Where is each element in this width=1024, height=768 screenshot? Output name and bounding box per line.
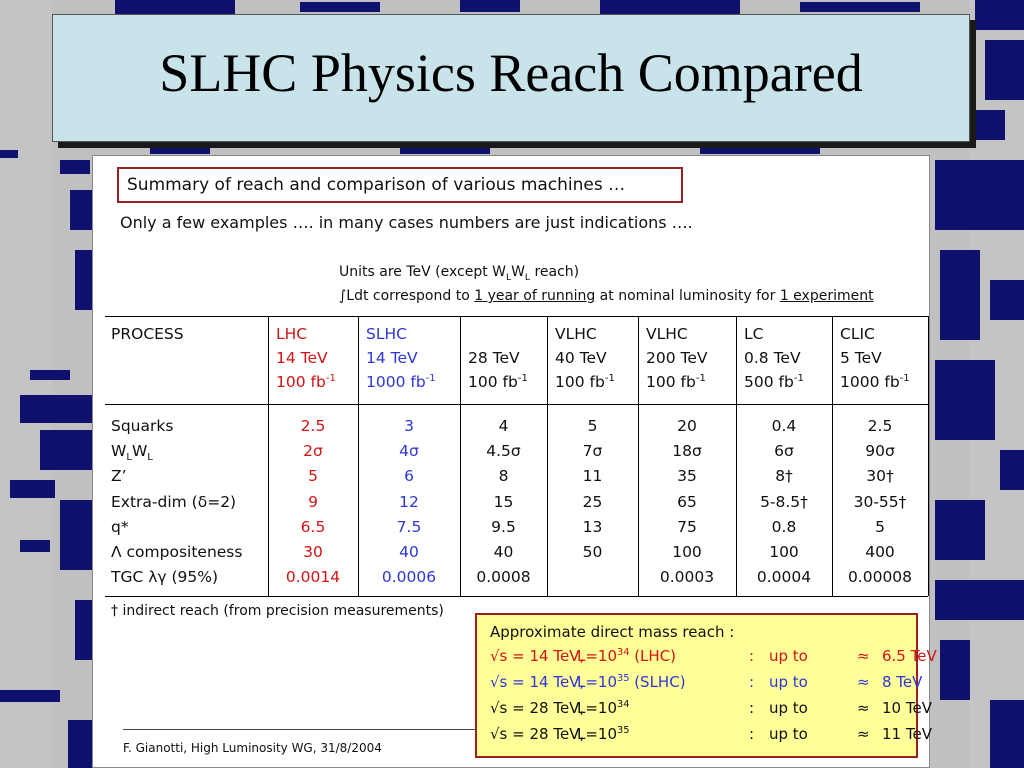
- table-cell: 5: [875, 517, 885, 536]
- table-cell: 4σ: [399, 442, 419, 461]
- column-luminosity: 100 $fb^{-1}$: [468, 372, 528, 391]
- row-label: q*: [111, 517, 129, 536]
- column-energy: 28 TeV: [468, 349, 520, 367]
- table-cell: 6σ: [774, 442, 794, 461]
- column-luminosity: 100 $fb^{-1}$: [555, 372, 615, 391]
- table-cell: 2.5: [300, 417, 326, 435]
- reach-upto: up to: [769, 699, 808, 717]
- table-bottom-rule: [105, 596, 928, 597]
- reach-upto: up to: [769, 725, 808, 743]
- reach-luminosity: $L=10^{34}$: [577, 699, 630, 717]
- table-cell: 400: [865, 543, 895, 561]
- row-label: Squarks: [111, 417, 174, 435]
- reach-mass: 10 TeV: [882, 699, 932, 717]
- table-cell: 35: [677, 467, 697, 486]
- title-box: [52, 14, 970, 142]
- column-energy: 0.8 TeV: [744, 349, 801, 367]
- reach-luminosity: $L=10^{34}$ (LHC): [577, 647, 677, 665]
- table-cell: 0.4: [771, 417, 797, 435]
- table-cell: 6: [404, 467, 414, 486]
- luminosity-note: ∫Ldt correspond to 1 year of running at nominal luminosity for 1 experiment: [339, 288, 874, 304]
- note-text: Only a few examples …. in many cases numbers are just indications ….: [120, 213, 693, 232]
- column-luminosity: 100 $fb^{-1}$: [276, 372, 336, 391]
- table-cell: 6.5: [300, 517, 326, 536]
- reach-energy: √s = 14 TeV,: [490, 673, 585, 691]
- table-cell: 4: [498, 417, 509, 435]
- reach-luminosity: $L=10^{35}$ (SLHC): [577, 673, 686, 691]
- table-cell: 0.0003: [659, 568, 715, 587]
- header-process: PROCESS: [111, 325, 184, 343]
- row-label: Λ compositeness: [111, 543, 243, 561]
- table-cell: 9: [308, 492, 318, 511]
- table-cell: 90σ: [865, 442, 895, 461]
- row-label: Extra-dim (δ=2): [111, 492, 237, 511]
- table-cell: 30-55†: [853, 492, 907, 511]
- column-name: VLHC: [646, 325, 688, 343]
- table-cell: 12: [399, 492, 419, 511]
- column-name: LHC: [276, 325, 308, 343]
- column-energy: 14 TeV: [366, 349, 418, 367]
- footnote: † indirect reach (from precision measurements): [111, 603, 444, 619]
- reach-approx: ≈: [857, 647, 870, 665]
- table-cell: 40: [493, 543, 514, 561]
- table-cell: 7.5: [396, 517, 422, 536]
- table-cell: 25: [582, 492, 603, 511]
- table-cell: 0.0008: [476, 568, 531, 587]
- table-cell: 65: [677, 492, 697, 511]
- table-cell: 100: [769, 543, 799, 561]
- mass-reach-box: [475, 613, 937, 758]
- table-cell: 0.00008: [847, 568, 913, 587]
- reach-upto: up to: [769, 647, 808, 665]
- table-header-rule: [105, 404, 928, 405]
- table-cell: 18σ: [672, 442, 702, 461]
- table-cell: 30: [303, 543, 323, 561]
- table-cell: 75: [677, 517, 697, 536]
- reach-luminosity: $L=10^{35}$: [577, 725, 630, 743]
- reach-approx: ≈: [857, 725, 870, 743]
- reach-separator: :: [749, 699, 755, 717]
- row-label: TGC λγ (95%): [111, 568, 219, 587]
- column-name: VLHC: [555, 325, 597, 343]
- column-name: LC: [744, 325, 764, 343]
- table-cell: 2σ: [303, 442, 323, 461]
- table-cell: 30†: [866, 467, 894, 486]
- table-cell: 2.5: [867, 417, 893, 435]
- column-energy: 200 TeV: [646, 349, 708, 367]
- column-luminosity: 1000 $fb^{-1}$: [366, 372, 436, 391]
- table-cell: 50: [582, 543, 603, 561]
- table-cell: 0.0006: [381, 568, 437, 587]
- summary-box: Summary of reach and comparison of various machines …: [117, 167, 683, 203]
- table-cell: 20: [677, 417, 697, 435]
- table-cell: 7σ: [582, 442, 603, 461]
- table-cell: 0.8: [771, 517, 797, 536]
- column-energy: 14 TeV: [276, 349, 328, 367]
- column-name: CLIC: [840, 325, 875, 343]
- reach-energy: √s = 14 TeV,: [490, 647, 585, 665]
- table-cell: 4.5σ: [486, 442, 521, 461]
- column-luminosity: 100 $fb^{-1}$: [646, 372, 706, 391]
- reach-approx: ≈: [857, 673, 870, 691]
- table-cell: 8: [498, 467, 509, 486]
- table-cell: 5: [308, 467, 318, 486]
- reach-approx: ≈: [857, 699, 870, 717]
- reach-upto: up to: [769, 673, 808, 691]
- reach-separator: :: [749, 673, 755, 691]
- table-cell: 5: [587, 417, 598, 435]
- table-cell: 13: [582, 517, 603, 536]
- column-luminosity: 1000 $fb^{-1}$: [840, 372, 910, 391]
- table-cell: 100: [672, 543, 702, 561]
- table-cell: 9.5: [491, 517, 516, 536]
- reach-mass: 6.5 TeV: [882, 647, 937, 665]
- reach-separator: :: [749, 725, 755, 743]
- reach-mass: 11 TeV: [882, 725, 932, 743]
- content-panel: [92, 155, 937, 768]
- row-label: Z’: [111, 467, 127, 486]
- row-label: $W_LW_L$: [111, 442, 153, 464]
- units-note: Units are TeV (except $W_LW_L$ reach): [339, 264, 580, 283]
- slide-title: SLHC Physics Reach Compared: [159, 43, 863, 103]
- byline: F. Gianotti, High Luminosity WG, 31/8/2004: [123, 741, 382, 755]
- reach-energy: √s = 28 TeV,: [490, 699, 585, 717]
- column-energy: 5 TeV: [840, 349, 882, 367]
- column-luminosity: 500 $fb^{-1}$: [744, 372, 804, 391]
- table-top-rule: [105, 316, 928, 317]
- table-cell: 8†: [775, 467, 793, 486]
- reach-mass: 8 TeV: [882, 673, 923, 691]
- table-right-rule: [928, 316, 929, 596]
- reach-heading: Approximate direct mass reach :: [490, 623, 735, 641]
- column-name: SLHC: [366, 325, 407, 343]
- reach-separator: :: [749, 647, 755, 665]
- table-cell: 0.0014: [285, 568, 341, 587]
- table-cell: 3: [404, 417, 414, 435]
- table-cell: 11: [582, 467, 603, 486]
- reach-energy: √s = 28 TeV,: [490, 725, 585, 743]
- column-energy: 40 TeV: [555, 349, 607, 367]
- byline-rule: [123, 729, 491, 730]
- table-cell: 5-8.5†: [760, 492, 808, 511]
- table-cell: 15: [493, 492, 514, 511]
- table-cell: 40: [399, 543, 419, 561]
- table-cell: 0.0004: [756, 568, 812, 587]
